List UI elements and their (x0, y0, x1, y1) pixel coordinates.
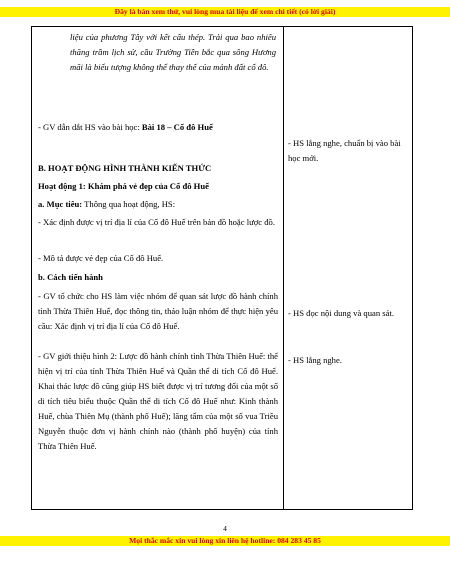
method-label: b. Cách tiến hành (38, 272, 103, 282)
goal-label: a. Mục tiêu: (38, 199, 83, 209)
goal-line (38, 197, 278, 212)
method-item-2: - GV giới thiệu hình 2: Lược đồ hành chính tỉnh Thừa Thiên Huế: thể hiện vị trí của tỉnh Thừa Thiên Huế và Quần thể di tích Cố đô Huế. Khai thác lược đồ cũng giúp HS biết được vị trí tương đối của một số di tích tiêu biểu thuộc Quần thể di tích Cố đô Huế như: Kinh thành Huế, chùa Thiên Mụ (thành phố Huế); lăng tẩm của một số vua Triều Nguyễn thuộc đơn vị hành chính nào (thành phố huyện) của tỉnh Thừa Thiên Huế. (38, 351, 278, 451)
student-item-1: - HS lắng nghe, chuẩn bị vào bài học mới. (288, 138, 401, 163)
method-item-1: - GV tổ chức cho HS làm việc nhóm để quan sát lược đồ hành chính tỉnh Thừa Thiên Huế, đọc thông tin, thảo luận nhóm để thực hiện yêu cầu: Xác định vị trí địa lí của Cố đô Huế. (38, 291, 278, 331)
student-item-2: - HS đọc nội dung và quan sát. (288, 308, 394, 318)
goal-item-1: - Xác định được vị trí địa lí của Cố đô Huế trên bản đồ hoặc lược đồ. (38, 217, 276, 227)
student-item-3: - HS lắng nghe. (288, 355, 342, 365)
lesson-title: Bài 18 – Cố đô Huế (141, 122, 213, 132)
page-number: 4 (223, 524, 227, 533)
section-title: B. HOẠT ĐỘNG HÌNH THÀNH KIẾN THỨC (38, 163, 212, 173)
lesson-table (31, 26, 413, 510)
intro-quote: liệu của phương Tây với kết cấu thép. Trải qua bao nhiêu thăng trầm lịch sử, cầu Trường Tiền bắc qua sông Hương mãi là biểu tượng không thể thay thế của mảnh đất cố đô. (70, 32, 276, 72)
hotline-banner: Mọi thắc mắc xin vui lòng xin liên hệ hotline: 084 283 45 85 (0, 536, 450, 546)
column-divider (283, 27, 284, 509)
intro-line (38, 120, 278, 135)
goal-item-2: - Mô tả được vẻ đẹp của Cố đô Huế. (38, 253, 164, 263)
activity-title: Hoạt động 1: Khám phá vẻ đẹp của Cố đô Huế (38, 181, 209, 191)
preview-banner: Đây là bản xem thử, vui lòng mua tài liệu để xem chi tiết (có lời giải) (0, 7, 450, 17)
goal-text: Thông qua hoạt động, HS: (82, 199, 176, 209)
intro-prefix: - GV dẫn dắt HS vào bài học: (38, 122, 142, 132)
